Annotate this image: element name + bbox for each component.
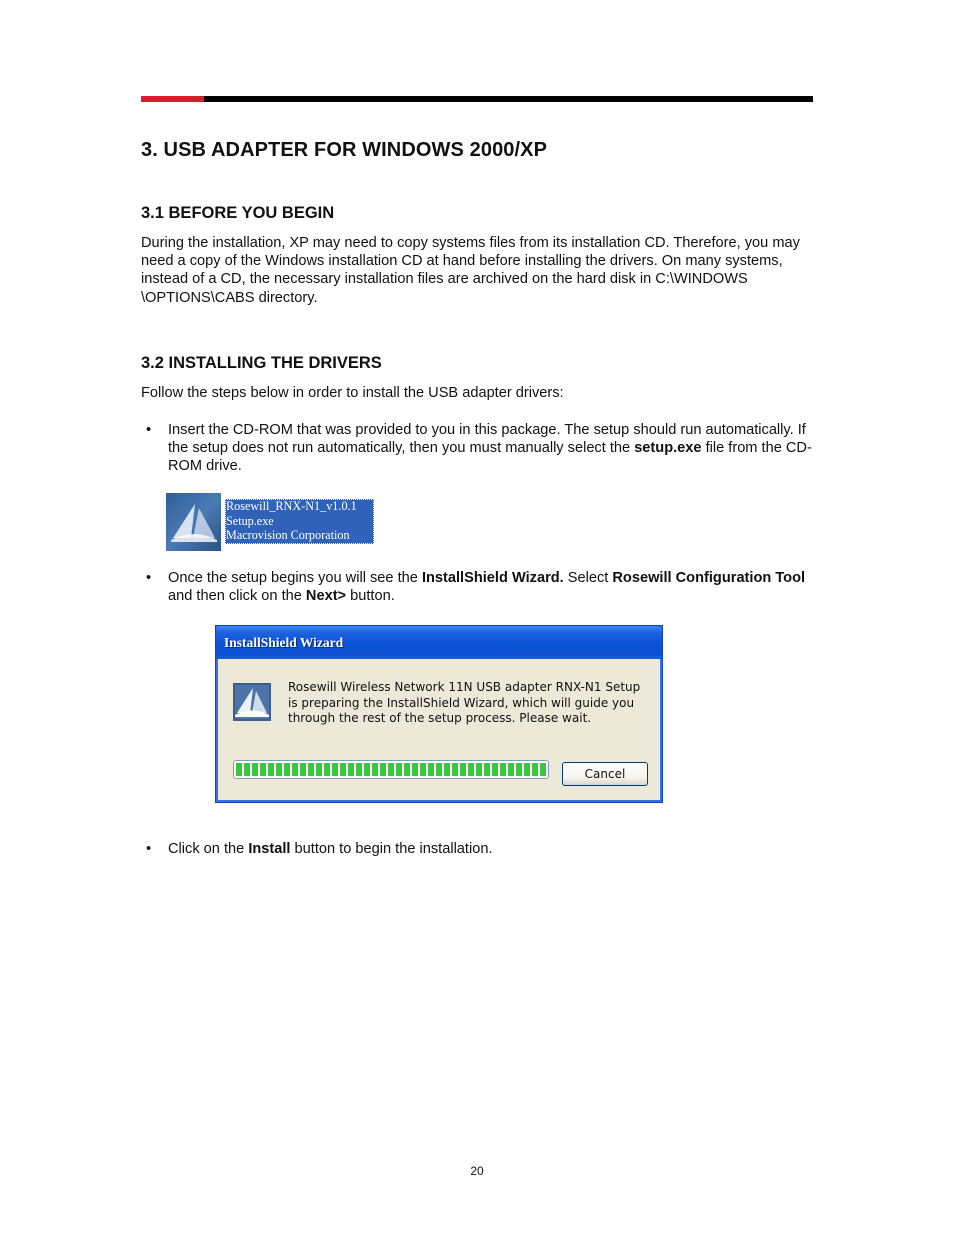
bullet-text: button to begin the installation.	[290, 841, 493, 857]
header-rule	[141, 96, 813, 102]
installing-intro: Follow the steps below in order to install the USB adapter drivers:	[141, 385, 564, 401]
bullet-dot: •	[146, 570, 152, 586]
bullet-text: Once the setup begins you will see the	[168, 570, 422, 586]
heading-before-you-begin: 3.1 BEFORE YOU BEGIN	[141, 204, 335, 222]
setup-file-company: Macrovision Corporation	[226, 528, 350, 542]
bullet-dot: •	[146, 841, 152, 857]
setup-file-label	[225, 499, 374, 544]
window-title-bar[interactable]	[216, 626, 662, 659]
wizard-progress-bar	[233, 760, 549, 779]
bullet-text: Insert the CD-ROM that was provided to you in this package. The setup should run automatically. If the setup does not run automatically, then you must manually select the	[168, 422, 806, 457]
bullet-text: file from the CD-ROM drive.	[168, 440, 812, 475]
setup-file-description: Setup.exe	[226, 513, 274, 528]
header-rule-accent	[141, 96, 204, 102]
bullet-dot: •	[146, 422, 152, 438]
bullet-insert-cd	[141, 421, 813, 476]
setup-file-icon[interactable]	[166, 493, 376, 551]
installshield-wizard-window	[215, 625, 663, 803]
bullet-bold: setup.exe	[634, 440, 702, 457]
section-title: 3. USB ADAPTER FOR WINDOWS 2000/XP	[141, 139, 548, 161]
cancel-button[interactable]: Cancel	[562, 762, 648, 786]
before-you-begin-paragraph: During the installation, XP may need to copy systems files from its installation CD. Therefore, you may need a copy of the Windows installation CD at hand before installing the drivers. On many systems, instead of a CD, the necessary installation files are archived on the hard disk in C:\WINDOWS \OPTIONS\CABS directory.	[141, 235, 800, 306]
bullet-text: Click on the	[168, 841, 249, 857]
heading-installing-drivers: 3.2 INSTALLING THE DRIVERS	[141, 354, 382, 372]
bullet-text: Select	[563, 570, 613, 586]
bullet-click-install	[141, 840, 813, 858]
wizard-progress-fill	[236, 763, 546, 776]
bullet-installshield-wizard	[141, 569, 813, 605]
bullet-text: and then click on the	[168, 588, 306, 605]
bullet-text: button.	[346, 588, 395, 605]
bullet-bold: Next>	[305, 588, 347, 605]
setup-file-name: Rosewill_RNX-N1_v1.0.1	[226, 499, 357, 513]
wizard-message: Rosewill Wireless Network 11N USB adapter RNX-N1 Setup is preparing the InstallShield Wizard, which will guide you through the rest of the setup process. Please wait.	[288, 680, 641, 725]
page-number: 20	[470, 1164, 484, 1178]
bullet-bold: InstallShield Wizard.	[421, 570, 564, 586]
bullet-bold: Rosewill Configuration Tool	[612, 570, 806, 586]
wizard-app-icon	[233, 683, 271, 721]
bullet-bold: Install	[248, 841, 291, 857]
window-title: InstallShield Wizard	[224, 635, 344, 650]
installshield-icon	[166, 493, 221, 551]
